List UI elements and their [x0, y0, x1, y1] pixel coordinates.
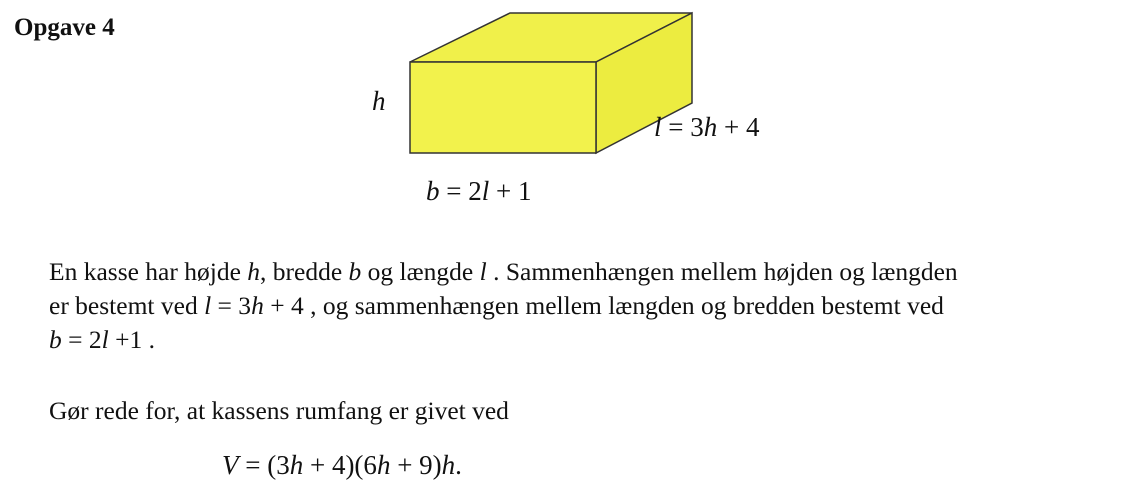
paragraph-line-1: [49, 255, 958, 289]
text-span: og længde: [361, 257, 480, 286]
var-V: V: [222, 450, 239, 480]
text-span: En kasse har højde: [49, 257, 248, 286]
text-span: , bredde: [260, 257, 349, 286]
volume-formula: [222, 448, 462, 482]
var-b: b: [348, 257, 362, 286]
paragraph-line-2: [49, 289, 944, 323]
exercise-title: Opgave 4: [14, 14, 115, 41]
label-l-rest-b: h: [703, 112, 718, 142]
label-l-rest-c: + 4: [717, 112, 760, 142]
label-l-var: l: [654, 112, 662, 142]
var-b: b: [49, 325, 62, 354]
var-h: h: [376, 450, 391, 480]
label-h: h: [372, 86, 386, 116]
text-span: + 4 , og sammenhængen mellem længden og bredden bestemt ved: [263, 291, 944, 320]
box-front-face: [410, 62, 596, 153]
var-h: h: [251, 291, 264, 320]
text-span: . Sammenhængen mellem højden og længden: [486, 257, 958, 286]
var-h: h: [247, 257, 261, 286]
paragraph-line-3: [49, 323, 155, 357]
var-h: h: [289, 450, 304, 480]
paragraph-2: Gør rede for, at kassens rumfang er givet ved: [49, 396, 509, 425]
text-span: er bestemt ved: [49, 291, 205, 320]
text-span: .: [455, 450, 462, 480]
label-b-rest-c: + 1: [489, 176, 532, 206]
text-span: = (3: [238, 450, 290, 480]
label-b-rest-b: l: [481, 176, 490, 206]
box-figure: [0, 0, 1135, 230]
label-l: [654, 112, 759, 143]
label-b-var: b: [426, 176, 440, 206]
label-b: [426, 176, 531, 207]
label-l-rest-a: = 3: [661, 112, 704, 142]
var-l: l: [101, 325, 109, 354]
text-span: +1 .: [108, 325, 155, 354]
text-span: = 2: [61, 325, 102, 354]
label-b-rest-a: = 2: [439, 176, 482, 206]
text-span: + 9): [390, 450, 442, 480]
var-h: h: [441, 450, 456, 480]
var-l: l: [479, 257, 487, 286]
text-span: + 4)(6: [303, 450, 377, 480]
var-l: l: [204, 291, 212, 320]
text-span: = 3: [211, 291, 252, 320]
